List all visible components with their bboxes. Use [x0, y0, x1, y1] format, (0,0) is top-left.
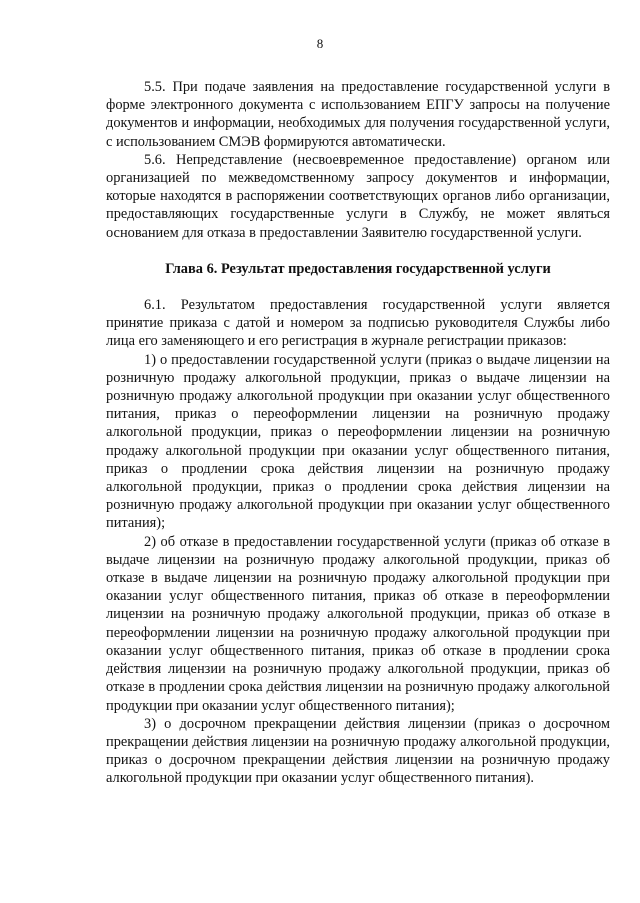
list-item-3: 3) о досрочном прекращении действия лицензии (приказ о досрочном прекращении действия лицензии на розничную продажу алкогольной продукции, приказ о досрочном прекращении действия лицензии на розничную продажу алкогольной продукции при оказании услуг общественного питания).	[106, 715, 610, 787]
list-item-1: 1) о предоставлении государственной услуги (приказ о выдаче лицензии на розничную продажу алкогольной продукции, приказ о выдаче лицензии на розничную продажу алкогольной продукции при оказании услуг общественного питания, приказ о переоформлении лицензии на розничную продажу алкогольной продукции, приказ о переоформлении лицензии на розничную продажу алкогольной продукции при оказании услуг общественного питания, приказ о продлении срока действия лицензии на розничную продажу алкогольной продукции, приказ о продлении срока действия лицензии на розничную продажу алкогольной продукции при оказании услуг общественного питания);	[106, 351, 610, 532]
page-number: 8	[316, 36, 324, 51]
chapter-heading: Глава 6. Результат предоставления государственной услуги	[165, 260, 551, 277]
paragraph-6-1: 6.1. Результатом предоставления государственной услуги является принятие приказа с датой и номером за подписью руководителя Службы либо лица его заменяющего и его регистрация в журнале регистрации приказов:	[106, 297, 610, 350]
paragraph-5-6: 5.6. Непредставление (несвоевременное предоставление) органом или организацией по межведомственному запросу документов и информации, которые находятся в распоряжении соответствующих органов либо организации, предоставляющих государственные услуги в Службу, не может являться основанием для отказа в предоставлении Заявителю государственной услуги.	[106, 151, 610, 241]
paragraph-5-5: 5.5. При подаче заявления на предоставление государственной услуги в форме электронного документа с использованием ЕПГУ запросы на получение документов и информации, необходимых для получения государственной услуги, с использованием СМЭВ формируются автоматически.	[106, 79, 610, 150]
document-body	[106, 78, 610, 788]
list-item-2: 2) об отказе в предоставлении государственной услуги (приказ об отказе в выдаче лицензии на розничную продажу алкогольной продукции, приказ об отказе в выдаче лицензии на розничную продажу алкогольной продукции при оказании услуг общественного питания, приказ об отказе в переоформлении лицензии на розничную продажу алкогольной продукции, приказ об отказе в переоформлении лицензии на розничную продажу алкогольной продукции при оказании услуг общественного питания, приказ об отказе в продлении срока действия лицензии на розничную продажу алкогольной продукции, приказ об отказе в продлении срока действия лицензии на розничную продажу алкогольной продукции при оказании услуг общественного питания);	[106, 533, 610, 714]
